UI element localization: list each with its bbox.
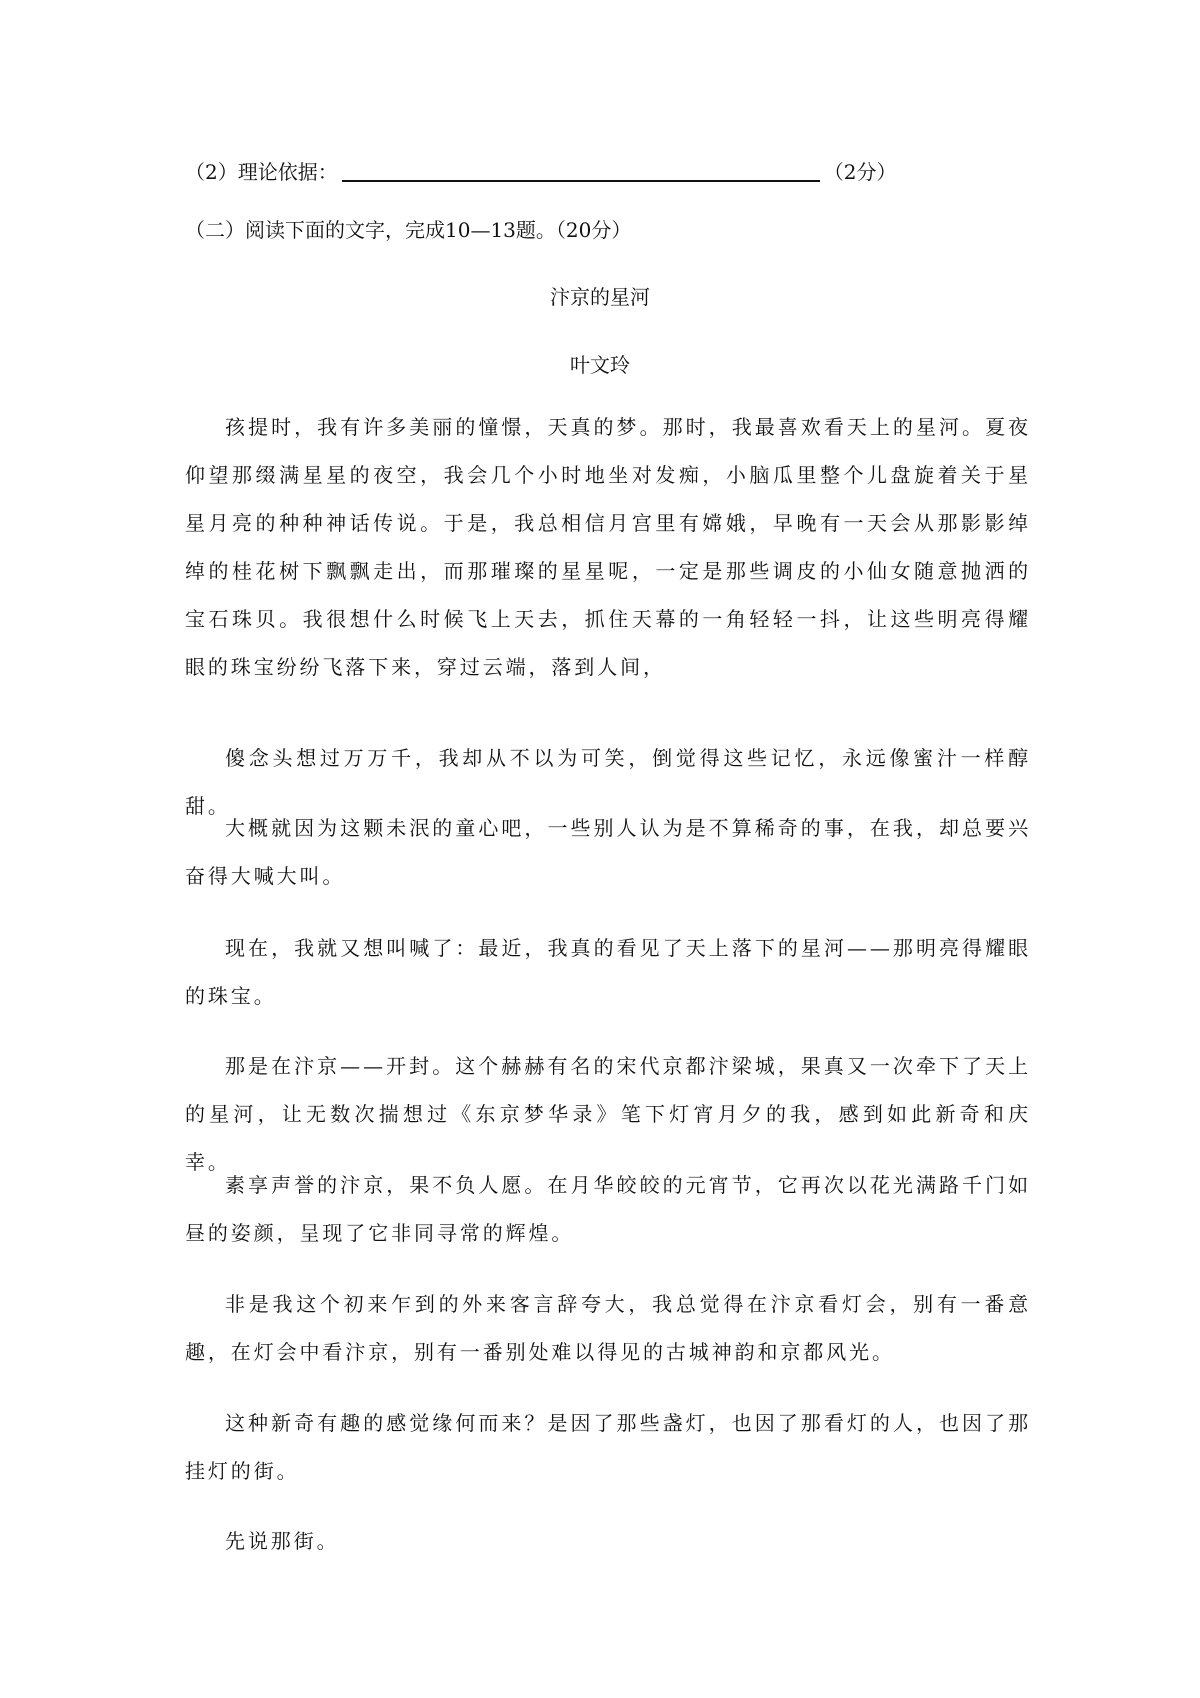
article-author: 叶文玲 [570, 353, 630, 377]
paragraph-1: 孩提时，我有许多美丽的憧憬，天真的梦。那时，我最喜欢看天上的星河。夏夜仰望那缀满星星的夜空，我会几个小时地坐对发痴，小脑瓜里整个儿盘旋着关于星星月亮的种种神话传说。于是，我总相信月宫里有嫦娥，早晚有一天会从那影影绰绰的桂花树下飘飘走出，而那璀璨的星星呢，一定是那些调皮的小仙女随意抛洒的宝石珠贝。我很想什么时候飞上天去，抓住天幕的一角轻轻一抖，让这些明亮得耀眼的珠宝纷纷飞落下来，穿过云端，落到人间， [185, 415, 1031, 679]
paragraph-5: 那是在汴京——开封。这个赫赫有名的宋代京都汴梁城，果真又一次牵下了天上的星河，让无数次揣想过《东京梦华录》笔下灯宵月夕的我，感到如此新奇和庆幸。 [185, 1054, 1031, 1174]
section-instruction: （二）阅读下面的文字，完成10—13题。（20分） [185, 218, 632, 242]
question-2-line [185, 158, 896, 186]
paragraph-9: 先说那街。 [225, 1529, 340, 1553]
paragraph-6: 素享声誉的汴京，果不负人愿。在月华皎皎的元宵节，它再次以花光满路千门如昼的姿颜，呈现了它非同寻常的辉煌。 [185, 1173, 1031, 1245]
answer-blank[interactable] [342, 179, 820, 182]
paragraph-3: 大概就因为这颗未泯的童心吧，一些别人认为是不算稀奇的事，在我，却总要兴奋得大喊大叫。 [185, 816, 1031, 888]
paragraph-4: 现在，我就又想叫喊了：最近，我真的看见了天上落下的星河——那明亮得耀眼的珠宝。 [185, 936, 1031, 1008]
paragraph-2: 傻念头想过万万千，我却从不以为可笑，倒觉得这些记忆，永远像蜜汁一样醇甜。 [185, 746, 1031, 818]
paragraph-8: 这种新奇有趣的感觉缘何而来？是因了那些盏灯，也因了那看灯的人，也因了那挂灯的街。 [185, 1411, 1031, 1483]
question-score: （2分） [823, 160, 897, 184]
question-label: （2）理论依据： [185, 160, 338, 184]
paragraph-7: 非是我这个初来乍到的外来客言辞夸大，我总觉得在汴京看灯会，别有一番意趣，在灯会中看汴京，别有一番别处难以得见的古城神韵和京都风光。 [185, 1292, 1031, 1364]
article-title: 汴京的星河 [550, 285, 650, 309]
